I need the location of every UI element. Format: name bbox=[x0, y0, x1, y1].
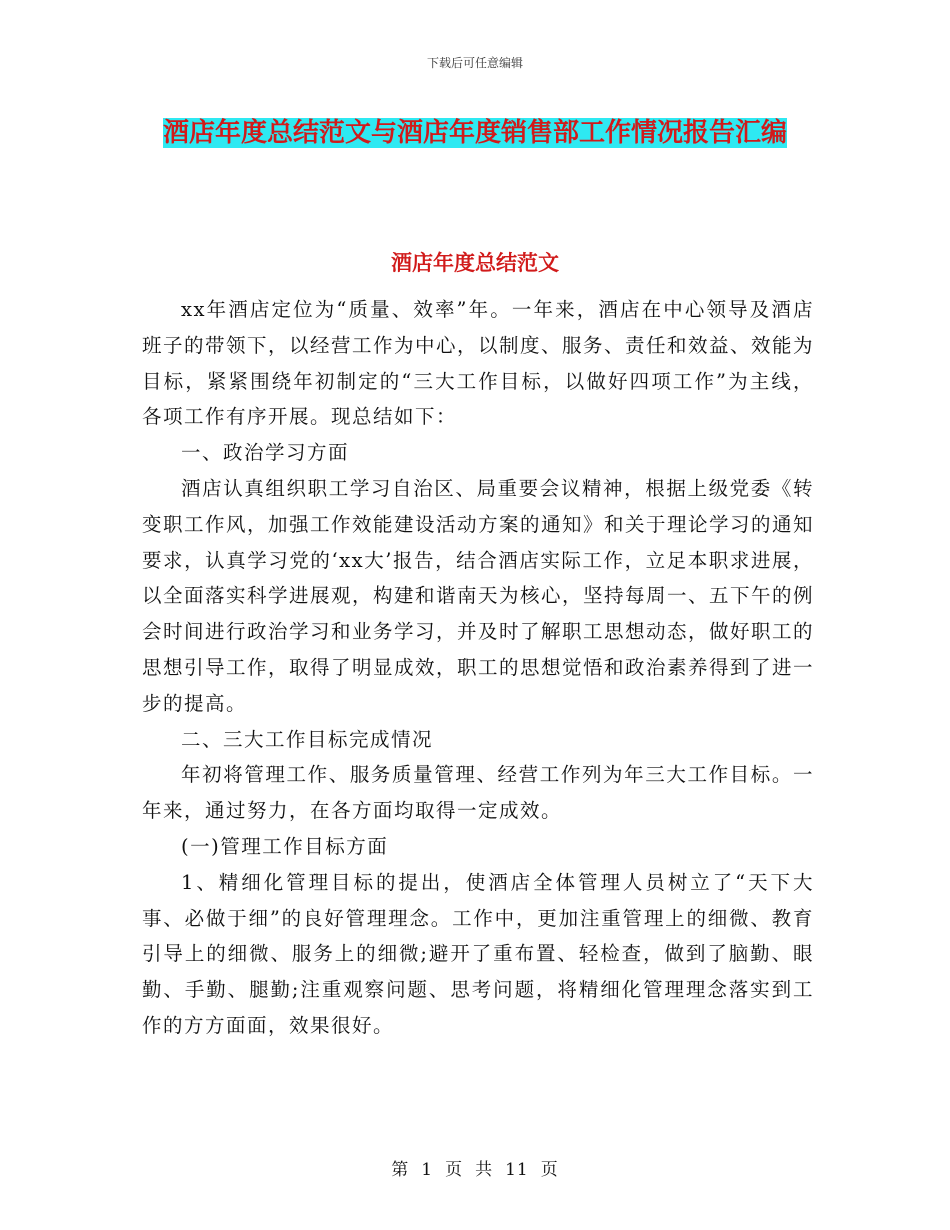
heading-political-study: 一、政治学习方面 bbox=[181, 441, 350, 465]
footer-mid: 页 bbox=[445, 1160, 464, 1180]
document-title bbox=[140, 110, 810, 156]
page-total: 11 bbox=[505, 1160, 529, 1180]
document-body bbox=[142, 292, 814, 1044]
section-title: 酒店年度总结范文 bbox=[391, 250, 559, 275]
paragraph-political-study: 酒店认真组织职工学习自治区、局重要会议精神，根据上级党委《转变职工作风，加强工作效能建设活动方案的通知》和关于理论学习的通知要求，认真学习党的‘xx大’报告，结合酒店实际工作，立足本职求进展，以全面落实科学进展观，构建和谐南天为核心，坚持每周一、五下午的例会时间进行政治学习和业务学习，并及时了解职工思想动态，做好职工的思想引导工作，取得了明显成效，职工的思想觉悟和政治素养得到了进一步的提高。 bbox=[142, 476, 815, 715]
page-number: 1 bbox=[421, 1160, 434, 1180]
document-title-text: 酒店年度总结范文与酒店年度销售部工作情况报告汇编 bbox=[162, 118, 787, 148]
footer-total-prefix: 共 bbox=[475, 1160, 494, 1180]
footer-suffix: 页 bbox=[540, 1160, 559, 1180]
footer-prefix: 第 bbox=[391, 1160, 410, 1180]
heading-three-goals: 二、三大工作目标完成情况 bbox=[181, 727, 434, 751]
paragraph-intro: xx年酒店定位为“质量、效率”年。一年来，酒店在中心领导及酒店班子的带领下，以经营工作为中心，以制度、服务、责任和效益、效能为目标，紧紧围绕年初制定的“三大工作目标，以做好四项工作”为主线，各项工作有序开展。现总结如下： bbox=[142, 298, 815, 429]
paragraph-three-goals: 年初将管理工作、服务质量管理、经营工作列为年三大工作目标。一年来，通过努力，在各方面均取得一定成效。 bbox=[142, 763, 814, 823]
heading-management-goals: (一)管理工作目标方面 bbox=[181, 834, 389, 858]
header-note: 下载后可任意编辑 bbox=[426, 56, 523, 70]
paragraph-refined-management: 1、精细化管理目标的提出，使酒店全体管理人员树立了“天下大事、必做于细”的良好管理理念。工作中，更加注重管理上的细微、教育引导上的细微、服务上的细微;避开了重布置、轻检查，做到了脑勤、眼勤、手勤、腿勤;注重观察问题、思考问题，将精细化管理理念落实到工作的方方面面，效果很好。 bbox=[142, 870, 814, 1037]
page-footer bbox=[0, 1155, 950, 1180]
